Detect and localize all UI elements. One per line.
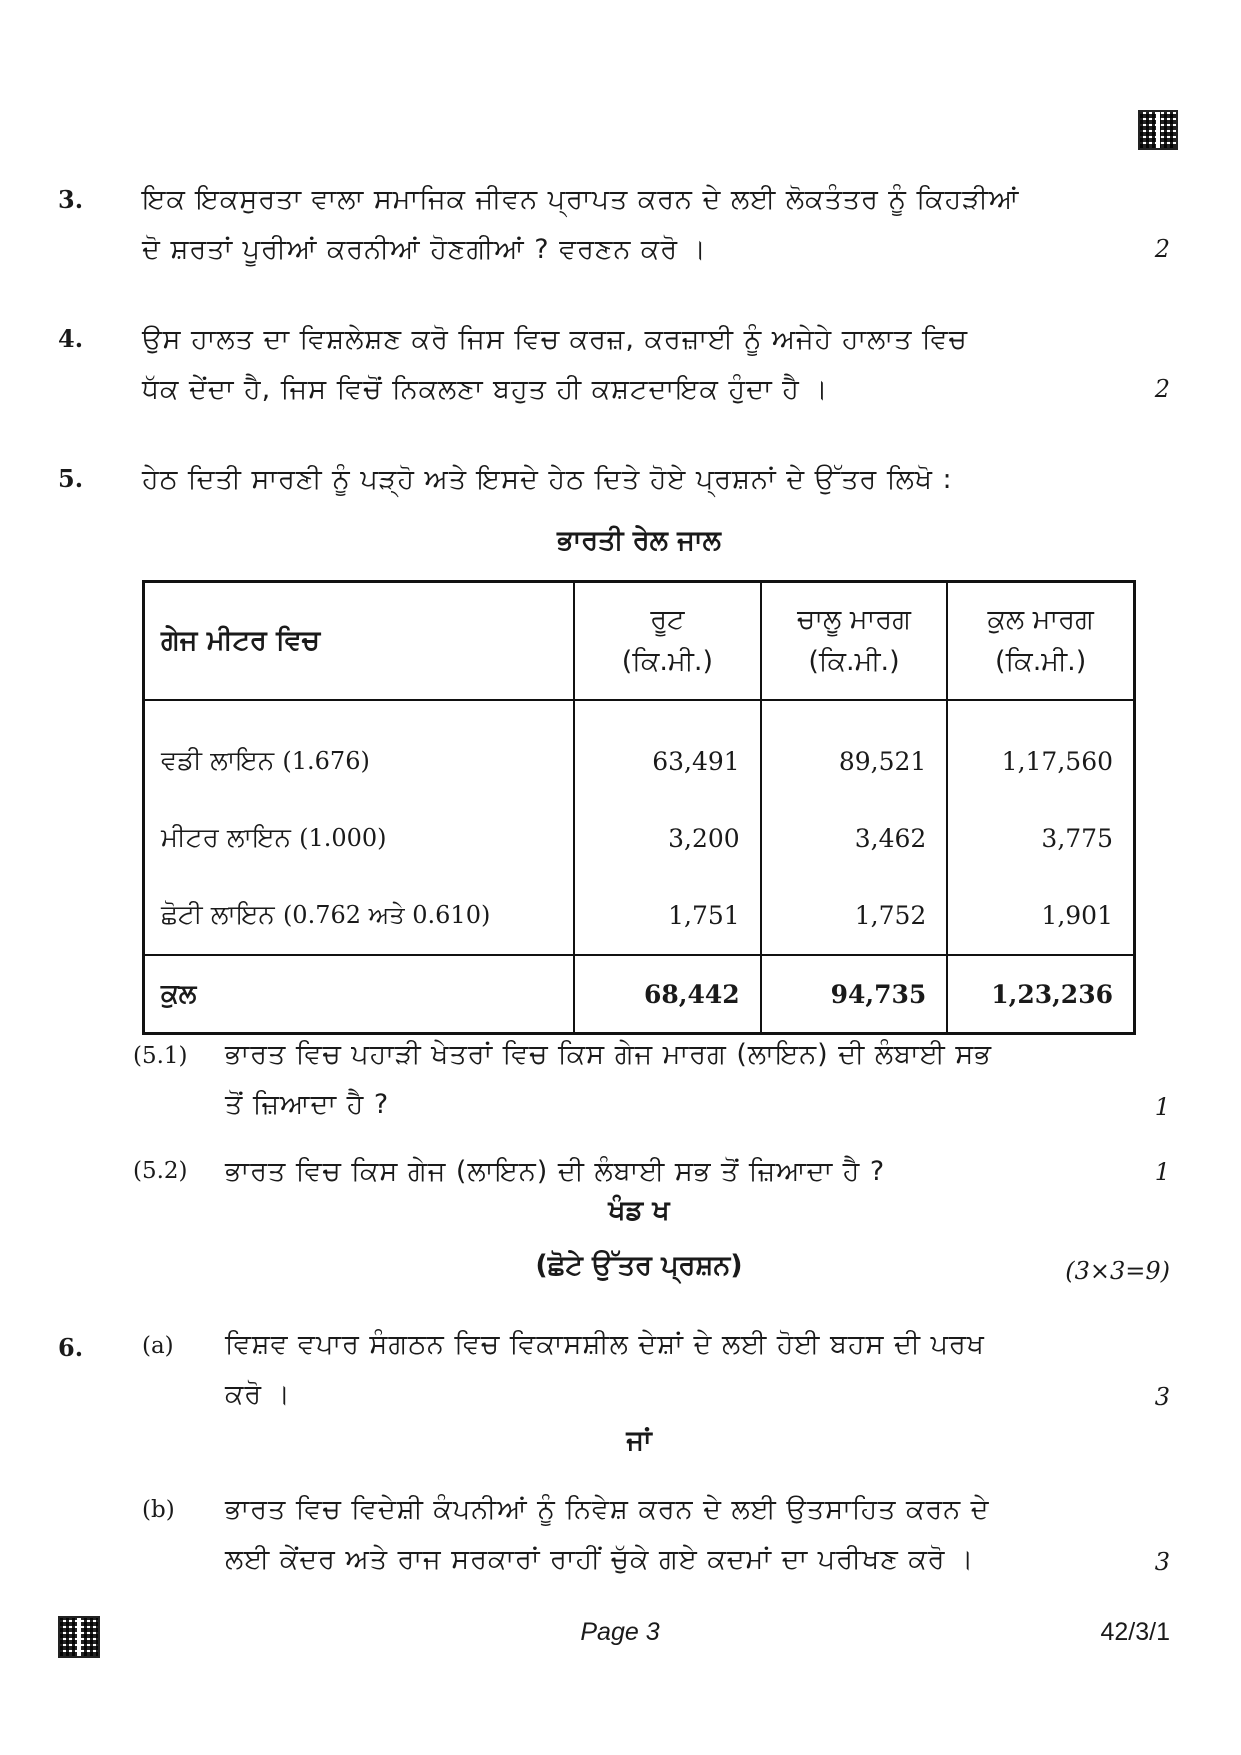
row-label: ਛੋਟੀ ਲਾਇਨ (0.762 ਅਤੇ 0.610) [144,877,575,955]
cell-route: 1,751 [574,877,761,955]
total-running: 94,735 [761,955,948,1034]
section-title: ਖੰਡ ਖ [608,1195,670,1226]
cell-total: 1,17,560 [947,700,1134,800]
cell-running: 89,521 [761,700,948,800]
section-marks: (3×3=9) [1065,1257,1170,1285]
q5-2-text: ਭਾਰਤ ਵਿਚ ਕਿਸ ਗੇਜ (ਲਾਇਨ) ਦੀ ਲੰਬਾਈ ਸਭ ਤੋਂ ਜ਼ਿਆਦਾ ਹੈ ? [225,1156,886,1187]
row-label: ਮੀਟਰ ਲਾਇਨ (1.000) [144,800,575,877]
header-total: ਕੁਲ ਮਾਰਗ (ਕਿ.ਮੀ.) [947,582,1134,701]
q3-number: 3. [58,185,84,214]
page-number: Page 3 [580,1618,660,1646]
q6-number: 6. [58,1333,84,1362]
qr-code-top-right [1138,110,1178,150]
q5-1-text-line2: ਤੋਂ ਜ਼ਿਆਦਾ ਹੈ ? [225,1089,390,1120]
total-route: 68,442 [574,955,761,1034]
q5-2-marks: 1 [1154,1158,1170,1186]
table-row [144,877,1135,955]
q6-b-text-line2: ਲਈ ਕੇਂਦਰ ਅਤੇ ਰਾਜ ਸਰਕਾਰਾਂ ਰਾਹੀਂ ਚੁੱਕੇ ਗਏ ਕਦਮਾਂ ਦਾ ਪਰੀਖਣ ਕਰੋ । [225,1544,975,1575]
q5-number: 5. [58,464,84,493]
q6-b-label: (b) [142,1497,175,1523]
q5-1-text-line1: ਭਾਰਤ ਵਿਚ ਪਹਾੜੀ ਖੇਤਰਾਂ ਵਿਚ ਕਿਸ ਗੇਜ ਮਾਰਗ (ਲਾਇਨ) ਦੀ ਲੰਬਾਈ ਸਭ [225,1039,992,1070]
table-row [144,700,1135,800]
q5-1-marks: 1 [1154,1093,1170,1121]
q5-2-number: (5.2) [133,1158,188,1184]
cell-running: 3,462 [761,800,948,877]
q3-text-line1: ਇਕ ਇਕਸੁਰਤਾ ਵਾਲਾ ਸਮਾਜਿਕ ਜੀਵਨ ਪ੍ਰਾਪਤ ਕਰਨ ਦੇ ਲਈ ਲੋਕਤੰਤਰ ਨੂੰ ਕਿਹੜੀਆਂ [142,184,1020,215]
q5-1-number: (5.1) [133,1043,188,1069]
header-route: ਰੂਟ (ਕਿ.ਮੀ.) [574,582,761,701]
cell-total: 3,775 [947,800,1134,877]
q6-a-marks: 3 [1154,1383,1170,1411]
header-running: ਚਾਲੂ ਮਾਰਗ (ਕਿ.ਮੀ.) [761,582,948,701]
q6-a-text-line2: ਕਰੋ । [225,1379,291,1410]
q4-text-line2: ਧੱਕ ਦੇਂਦਾ ਹੈ, ਜਿਸ ਵਿਚੋਂ ਨਿਕਲਣਾ ਬਹੁਤ ਹੀ ਕਸ਼ਟਦਾਇਕ ਹੁੰਦਾ ਹੈ । [142,374,829,405]
q4-marks: 2 [1154,375,1170,403]
q6-b-marks: 3 [1154,1548,1170,1576]
rail-network-table [142,580,1136,1035]
cell-total: 1,901 [947,877,1134,955]
qr-code-bottom-left [58,1616,100,1658]
row-label: ਵਡੀ ਲਾਇਨ (1.676) [144,700,575,800]
q4-text-line1: ਉਸ ਹਾਲਤ ਦਾ ਵਿਸ਼ਲੇਸ਼ਣ ਕਰੋ ਜਿਸ ਵਿਚ ਕਰਜ਼, ਕਰਜ਼ਾਈ ਨੂੰ ਅਜੇਹੇ ਹਾਲਾਤ ਵਿਚ [142,324,968,355]
total-label: ਕੁਲ [144,955,575,1034]
q3-marks: 2 [1154,235,1170,263]
q6-a-text-line1: ਵਿਸ਼ਵ ਵਪਾਰ ਸੰਗਠਨ ਵਿਚ ਵਿਕਾਸਸ਼ੀਲ ਦੇਸ਼ਾਂ ਦੇ ਲਈ ਹੋਈ ਬਹਸ ਦੀ ਪਰਖ [225,1329,985,1360]
table-total-row [144,955,1135,1034]
cell-route: 3,200 [574,800,761,877]
cell-running: 1,752 [761,877,948,955]
q5-text: ਹੇਠ ਦਿਤੀ ਸਾਰਣੀ ਨੂੰ ਪੜ੍ਹੋ ਅਤੇ ਇਸਦੇ ਹੇਠ ਦਿਤੇ ਹੋਏ ਪ੍ਰਸ਼ਨਾਂ ਦੇ ਉੱਤਰ ਲਿਖੋ : [142,464,953,495]
table-row [144,800,1135,877]
table-title: ਭਾਰਤੀ ਰੇਲ ਜਾਲ [557,525,721,556]
q4-number: 4. [58,324,84,353]
cell-route: 63,491 [574,700,761,800]
header-gauge: ਗੇਜ ਮੀਟਰ ਵਿਚ [144,582,575,701]
total-total: 1,23,236 [947,955,1134,1034]
or-label: ਜਾਂ [626,1425,652,1456]
q6-b-text-line1: ਭਾਰਤ ਵਿਚ ਵਿਦੇਸ਼ੀ ਕੰਪਨੀਆਂ ਨੂੰ ਨਿਵੇਸ਼ ਕਰਨ ਦੇ ਲਈ ਉਤਸਾਹਿਤ ਕਰਨ ਦੇ [225,1494,990,1525]
paper-code: 42/3/1 [1100,1618,1170,1646]
section-subtitle: (ਛੋਟੇ ਉੱਤਰ ਪ੍ਰਸ਼ਨ) [535,1250,743,1281]
q6-a-label: (a) [142,1333,174,1359]
q3-text-line2: ਦੋ ਸ਼ਰਤਾਂ ਪੂਰੀਆਂ ਕਰਨੀਆਂ ਹੋਣਗੀਆਂ ? ਵਰਣਨ ਕਰੋ । [142,234,707,265]
